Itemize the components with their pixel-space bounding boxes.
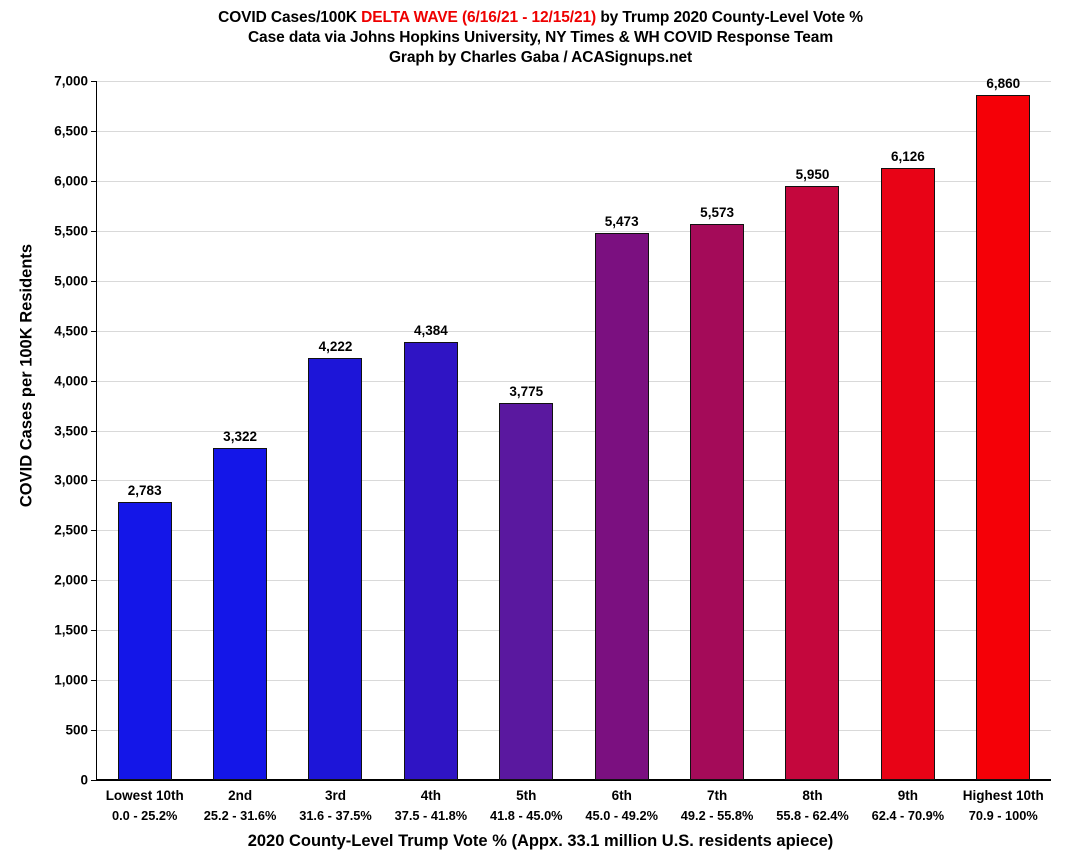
bar[interactable] [499, 403, 553, 780]
bar-value-label: 5,950 [795, 166, 830, 182]
x-tick-label: 4th [420, 788, 441, 803]
y-tick-mark [91, 680, 96, 681]
bar-slot [383, 81, 478, 780]
x-tick-range-label: 37.5 - 41.8% [394, 808, 468, 823]
title-suffix: by Trump 2020 County-Level Vote % [596, 9, 863, 26]
chart-subtitle-author: Graph by Charles Gaba / ACASignups.net [388, 49, 693, 66]
y-tick-mark [91, 530, 96, 531]
y-tick-mark [91, 630, 96, 631]
chart-subtitle-source: Case data via Johns Hopkins University, NY Times & WH COVID Response Team [247, 29, 834, 46]
bar[interactable] [213, 448, 267, 780]
title-highlight: DELTA WAVE (6/16/21 - 12/15/21) [361, 9, 597, 26]
y-tick-mark [91, 231, 96, 232]
x-tick-label: Lowest 10th [105, 788, 184, 803]
bar-value-label: 6,860 [986, 75, 1021, 91]
bar-slot [765, 81, 860, 780]
bar-slot [574, 81, 669, 780]
bar-value-label: 4,222 [318, 339, 353, 355]
y-tick-mark [91, 730, 96, 731]
x-tick-range-label: 25.2 - 31.6% [203, 808, 277, 823]
x-tick-label: 9th [897, 788, 918, 803]
y-tick-mark [91, 131, 96, 132]
y-axis-title: COVID Cases per 100K Residents [17, 243, 36, 508]
x-axis-labels [97, 786, 1051, 832]
y-tick-label: 4,500 [54, 323, 88, 339]
x-tick-range-label: 41.8 - 45.0% [490, 808, 563, 823]
y-tick-label: 500 [65, 722, 88, 738]
y-tick-mark [91, 780, 96, 781]
chart-title-line-1 [0, 8, 1081, 28]
bar[interactable] [308, 358, 362, 780]
bar[interactable] [690, 224, 744, 781]
y-tick-label: 3,500 [54, 423, 88, 438]
x-tick-label: 6th [611, 788, 632, 803]
x-tick-range-label: 49.2 - 55.8% [680, 808, 754, 823]
bar[interactable] [976, 95, 1030, 780]
bar[interactable] [595, 233, 649, 780]
bar-value-label: 3,775 [509, 384, 544, 400]
bar[interactable] [118, 502, 172, 780]
bar-value-label: 6,126 [890, 149, 925, 165]
y-tick-label: 3,000 [54, 472, 88, 488]
bar-slot [860, 81, 955, 780]
bar-slot [97, 81, 192, 780]
y-tick-label: 6,500 [54, 123, 88, 139]
x-tick-label: 5th [516, 788, 537, 803]
bar-value-label: 5,473 [604, 214, 639, 230]
y-tick-label: 5,000 [54, 273, 88, 289]
y-tick-label: 2,500 [54, 522, 88, 538]
y-tick-mark [91, 381, 96, 382]
y-tick-mark [91, 431, 96, 432]
y-tick-label: 7,000 [54, 73, 88, 89]
bar-value-label: 5,573 [700, 204, 734, 220]
bar-slot [669, 81, 764, 780]
y-tick-mark [91, 281, 96, 282]
y-tick-label: 2,000 [54, 572, 88, 588]
y-tick-mark [91, 580, 96, 581]
y-tick-mark [91, 81, 96, 82]
bar-slot [479, 81, 574, 780]
bar-slot [192, 81, 287, 780]
x-tick-range-label: 55.8 - 62.4% [776, 808, 849, 823]
bar-slot [956, 75, 1051, 780]
y-tick-label: 4,000 [54, 373, 88, 389]
x-tick-range-label: 45.0 - 49.2% [585, 808, 658, 823]
x-tick-range-label: 31.6 - 37.5% [299, 808, 372, 823]
y-tick-mark [91, 480, 96, 481]
y-tick-label: 6,000 [54, 173, 88, 189]
title-prefix: COVID Cases/100K [218, 9, 362, 26]
x-tick-label: 2nd [228, 788, 253, 803]
x-axis-title: 2020 County-Level Trump Vote % (Appx. 33.1 million U.S. residents apiece) [247, 832, 834, 850]
y-tick-mark [91, 331, 96, 332]
x-tick-label: 8th [802, 788, 823, 803]
x-tick-range-label: 62.4 - 70.9% [871, 808, 945, 823]
chart-title-block [0, 8, 1081, 68]
x-tick-label: 3rd [324, 788, 346, 803]
y-tick-label: 0 [80, 772, 88, 788]
bar[interactable] [404, 342, 458, 780]
x-tick-label: 7th [706, 788, 728, 803]
x-tick-label-group [948, 786, 1059, 826]
y-tick-mark [91, 181, 96, 182]
x-tick-label: Highest 10th [962, 788, 1044, 803]
bar-value-label: 3,322 [223, 429, 257, 445]
bar[interactable] [881, 168, 935, 780]
y-tick-label: 5,500 [54, 223, 88, 239]
bar-slot [288, 81, 383, 780]
bar-series [97, 75, 1051, 780]
bar[interactable] [785, 186, 839, 780]
x-tick-range-label: 0.0 - 25.2% [111, 808, 178, 823]
x-tick-range-label: 70.9 - 100% [968, 808, 1038, 823]
y-tick-label: 1,500 [54, 622, 88, 638]
bar-value-label: 4,384 [413, 323, 448, 339]
bar-value-label: 2,783 [127, 483, 162, 499]
y-tick-label: 1,000 [54, 672, 88, 688]
